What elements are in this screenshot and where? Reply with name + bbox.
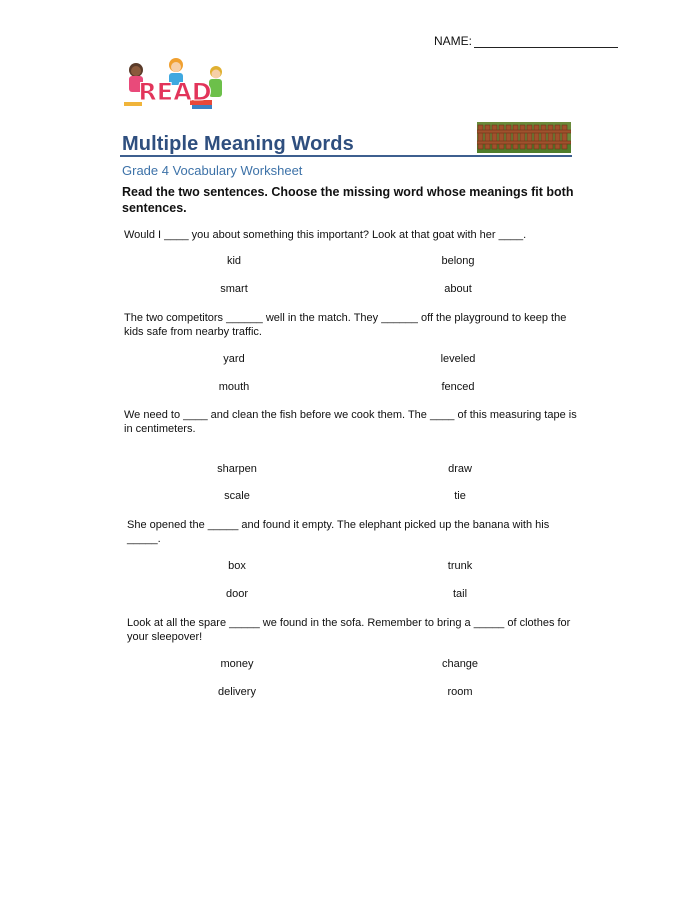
name-field bbox=[434, 34, 618, 48]
option[interactable]: kid bbox=[226, 255, 242, 267]
title-rule bbox=[120, 155, 572, 157]
option[interactable]: change bbox=[441, 658, 479, 670]
option[interactable]: tail bbox=[452, 588, 468, 600]
option[interactable]: box bbox=[228, 560, 246, 572]
option[interactable]: leveled bbox=[440, 353, 476, 365]
instructions: Read the two sentences. Choose the missing word whose meanings fit both sentences. bbox=[122, 185, 574, 215]
question-4: She opened the _____ and found it empty. The elephant picked up the banana with his _____. bbox=[127, 519, 550, 545]
option[interactable]: room bbox=[447, 686, 473, 698]
option[interactable]: door bbox=[225, 588, 249, 600]
logo-text: READ bbox=[138, 78, 212, 106]
fence-icon bbox=[477, 122, 571, 153]
name-underline[interactable] bbox=[474, 35, 618, 48]
name-label: NAME: bbox=[434, 34, 473, 48]
option[interactable]: draw bbox=[448, 463, 472, 475]
option[interactable]: money bbox=[220, 658, 254, 670]
option[interactable]: trunk bbox=[447, 560, 473, 572]
option[interactable]: mouth bbox=[218, 381, 250, 393]
option[interactable]: tie bbox=[454, 490, 466, 502]
option[interactable]: yard bbox=[223, 353, 245, 365]
question-3: We need to ____ and clean the fish before we cook them. The ____ of this measuring tape is in centimeters. bbox=[124, 409, 577, 435]
option[interactable]: smart bbox=[220, 283, 248, 295]
question-2: The two competitors ______ well in the match. They ______ off the playground to keep the kids safe from nearby traffic. bbox=[124, 312, 567, 338]
question-5: Look at all the spare _____ we found in the sofa. Remember to bring a _____ of clothes for your sleepover! bbox=[127, 617, 571, 643]
option[interactable]: delivery bbox=[218, 686, 256, 698]
page-title: Multiple Meaning Words bbox=[122, 133, 354, 155]
option[interactable]: belong bbox=[441, 255, 475, 267]
question-1: Would I ____ you about something this important? Look at that goat with her ____. bbox=[124, 229, 527, 241]
option[interactable]: fenced bbox=[441, 381, 475, 393]
option[interactable]: sharpen bbox=[217, 463, 257, 475]
read-logo-icon bbox=[120, 56, 230, 112]
subtitle: Grade 4 Vocabulary Worksheet bbox=[122, 163, 303, 178]
option[interactable]: about bbox=[444, 283, 472, 295]
option[interactable]: scale bbox=[224, 490, 250, 502]
